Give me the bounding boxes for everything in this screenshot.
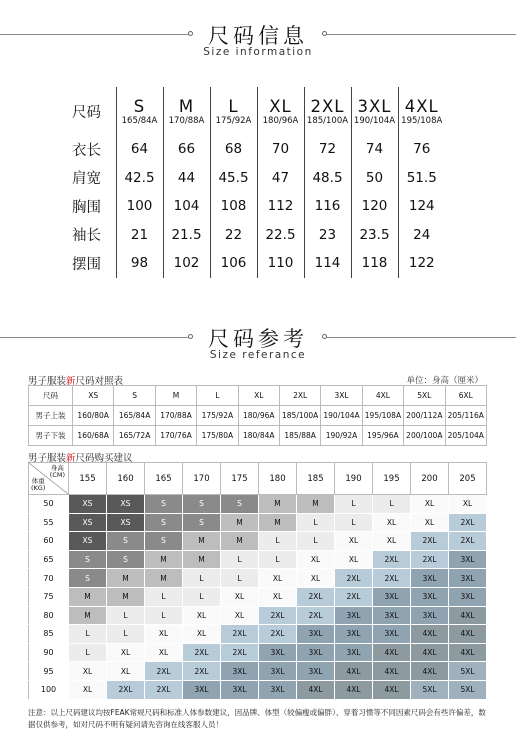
measurement-label: 摆围 <box>66 249 116 278</box>
size-suggestion-cell: 3XL <box>411 606 449 625</box>
size-name: 2XL <box>310 96 345 116</box>
size-suggestion-cell: XS <box>69 495 107 514</box>
size-header-cell <box>163 87 210 135</box>
size-suggestion-cell: 4XL <box>449 643 487 662</box>
measurement-value: 70 <box>257 135 304 164</box>
weight-row <box>29 532 487 551</box>
purchase-title-highlight: 新 <box>66 453 76 464</box>
size-info-title: 尺码信息 <box>208 24 308 48</box>
notes-text: 注意：以上尺码建议均按FEAK常规尺码和标准人体参数建议，因品牌、体型（较偏瘦或偏胖）、穿着习惯等不同因素尺码会有些许偏差，数据仅供参考，如对尺码不明有疑问请先咨询在线客服人员！ <box>28 708 486 729</box>
size-suggestion-cell: M <box>107 569 145 588</box>
size-suggestion-cell: 2XL <box>183 643 221 662</box>
size-suggestion-cell: XL <box>183 606 221 625</box>
size-suggestion-cell: XL <box>335 532 373 551</box>
measurement-value: 44 <box>163 164 210 193</box>
measurement-row <box>66 192 445 221</box>
purchase-corner-cell <box>29 463 69 495</box>
size-suggestion-cell: 4XL <box>449 625 487 644</box>
size-suggestion-cell: 2XL <box>145 662 183 681</box>
size-suggestion-cell: 2XL <box>335 569 373 588</box>
size-suggestion-cell: 2XL <box>449 532 487 551</box>
comparison-cell: 175/92A <box>197 406 238 426</box>
measurement-label: 肩宽 <box>66 164 116 193</box>
size-suggestion-cell: 2XL <box>449 513 487 532</box>
size-suggestion-cell: S <box>69 569 107 588</box>
size-suggestion-cell: 3XL <box>297 643 335 662</box>
size-height: 170/88A <box>168 115 205 126</box>
weight-label-cell: 80 <box>29 606 69 625</box>
measurement-value: 114 <box>304 249 351 278</box>
size-header-row <box>66 87 445 135</box>
weight-label-cell: 70 <box>29 569 69 588</box>
size-suggestion-cell: 2XL <box>145 680 183 699</box>
weight-label-cell: 90 <box>29 643 69 662</box>
measurement-value: 45.5 <box>210 164 257 193</box>
size-suggestion-cell: 2XL <box>297 587 335 606</box>
measurement-value: 23.5 <box>351 221 398 250</box>
weight-label-cell: 85 <box>29 625 69 644</box>
size-suggestion-cell: L <box>259 532 297 551</box>
size-info-subtitle: Size information <box>203 46 313 58</box>
comparison-cell: 200/100A <box>404 426 445 446</box>
size-suggestion-cell: 4XL <box>373 643 411 662</box>
size-height: 175/92A <box>215 115 252 126</box>
comparison-header-cell: 5XL <box>404 386 445 406</box>
height-header-cell: 205 <box>449 463 487 495</box>
size-suggestion-cell: M <box>145 569 183 588</box>
size-suggestion-cell: 5XL <box>449 662 487 681</box>
size-suggestion-cell: XL <box>449 495 487 514</box>
size-suggestion-cell: XS <box>107 495 145 514</box>
size-suggestion-cell: 2XL <box>259 625 297 644</box>
size-suggestion-cell: 5XL <box>411 680 449 699</box>
measurement-label: 衣长 <box>66 135 116 164</box>
comparison-cell: 205/104A <box>445 426 486 446</box>
comparison-cell: 180/84A <box>238 426 279 446</box>
comparison-cell: 160/68A <box>73 426 114 446</box>
size-suggestion-cell: 4XL <box>373 662 411 681</box>
size-suggestion-cell: L <box>183 587 221 606</box>
measurement-label: 袖长 <box>66 221 116 250</box>
size-suggestion-cell: L <box>335 513 373 532</box>
size-suggestion-cell: M <box>183 532 221 551</box>
size-name: 3XL <box>357 96 392 116</box>
weight-row <box>29 587 487 606</box>
measurement-value: 66 <box>163 135 210 164</box>
comparison-cell: 185/88A <box>279 426 320 446</box>
measurement-value: 48.5 <box>304 164 351 193</box>
measurement-value: 74 <box>351 135 398 164</box>
size-suggestion-cell: XL <box>297 569 335 588</box>
size-suggestion-cell: 2XL <box>411 550 449 569</box>
corner-wrap <box>29 463 68 494</box>
size-height: 195/108A <box>401 115 443 126</box>
comparison-header-cell: L <box>197 386 238 406</box>
measurement-row <box>66 164 445 193</box>
size-suggestion-cell: M <box>183 550 221 569</box>
measurement-value: 22.5 <box>257 221 304 250</box>
size-header-cell <box>257 87 304 135</box>
size-suggestion-cell: L <box>297 532 335 551</box>
size-suggestion-cell: 3XL <box>335 625 373 644</box>
purchase-advice-table <box>28 462 487 700</box>
size-suggestion-cell: 3XL <box>449 569 487 588</box>
weight-label-cell: 100 <box>29 680 69 699</box>
size-suggestion-cell: 4XL <box>411 625 449 644</box>
comparison-title-highlight: 新 <box>66 376 76 387</box>
size-suggestion-cell: XL <box>69 662 107 681</box>
height-header-cell: 195 <box>373 463 411 495</box>
measurement-value: 42.5 <box>116 164 163 193</box>
size-suggestion-cell: 3XL <box>373 587 411 606</box>
size-suggestion-cell: XL <box>335 550 373 569</box>
size-suggestion-cell: 2XL <box>411 532 449 551</box>
size-suggestion-cell: L <box>145 587 183 606</box>
size-suggestion-cell: L <box>69 643 107 662</box>
size-suggestion-cell: 2XL <box>259 606 297 625</box>
unit-label: 单位：身高（厘米） <box>406 376 483 386</box>
measurement-row <box>66 249 445 278</box>
comparison-cell: 175/80A <box>197 426 238 446</box>
height-header-cell: 160 <box>107 463 145 495</box>
comparison-cell: 190/104A <box>321 406 362 426</box>
weight-label-cell: 55 <box>29 513 69 532</box>
size-suggestion-cell: 3XL <box>183 680 221 699</box>
comparison-row <box>29 426 487 446</box>
size-suggestion-cell: XS <box>69 532 107 551</box>
size-suggestion-cell: 3XL <box>335 643 373 662</box>
measurement-value: 22 <box>210 221 257 250</box>
size-suggestion-cell: XS <box>107 513 145 532</box>
weight-row <box>29 569 487 588</box>
comparison-cell: 170/88A <box>155 406 196 426</box>
size-suggestion-cell: XL <box>69 680 107 699</box>
comparison-cell: 165/72A <box>114 426 155 446</box>
size-suggestion-cell: XL <box>411 495 449 514</box>
size-suggestion-cell: M <box>107 587 145 606</box>
comparison-header-cell: M <box>155 386 196 406</box>
weight-label-cell: 50 <box>29 495 69 514</box>
comparison-cell: 200/112A <box>404 406 445 426</box>
comparison-cell: 男子下装 <box>29 426 73 446</box>
size-suggestion-cell: 2XL <box>183 662 221 681</box>
comparison-row <box>29 406 487 426</box>
size-suggestion-cell: L <box>107 606 145 625</box>
comparison-header-cell: S <box>114 386 155 406</box>
size-measurement-table <box>66 87 445 278</box>
size-suggestion-cell: L <box>297 513 335 532</box>
weight-row <box>29 495 487 514</box>
size-suggestion-cell: 3XL <box>411 569 449 588</box>
measurement-value: 116 <box>304 192 351 221</box>
size-suggestion-cell: M <box>259 513 297 532</box>
row-label: 尺码 <box>66 87 116 135</box>
size-suggestion-cell: 2XL <box>221 625 259 644</box>
measurement-value: 68 <box>210 135 257 164</box>
measurement-value: 102 <box>163 249 210 278</box>
comparison-cell: 180/96A <box>238 406 279 426</box>
size-suggestion-cell: S <box>145 495 183 514</box>
size-suggestion-cell: L <box>335 495 373 514</box>
purchase-title-prefix: 男子服装 <box>28 453 67 464</box>
size-suggestion-cell: XL <box>145 643 183 662</box>
size-header-cell <box>351 87 398 135</box>
measurement-value: 72 <box>304 135 351 164</box>
weight-row <box>29 662 487 681</box>
comparison-cell: 男子上装 <box>29 406 73 426</box>
size-suggestion-cell: M <box>69 606 107 625</box>
size-suggestion-cell: 4XL <box>449 606 487 625</box>
height-header-cell: 155 <box>69 463 107 495</box>
height-header-cell: 170 <box>183 463 221 495</box>
size-suggestion-cell: L <box>145 606 183 625</box>
comparison-header-cell: 6XL <box>445 386 486 406</box>
size-name: S <box>133 96 146 116</box>
weight-label-cell: 95 <box>29 662 69 681</box>
size-suggestion-cell: S <box>221 495 259 514</box>
size-suggestion-cell: 3XL <box>221 680 259 699</box>
size-suggestion-cell: S <box>107 532 145 551</box>
size-suggestion-cell: 3XL <box>221 662 259 681</box>
size-suggestion-cell: XL <box>145 625 183 644</box>
size-suggestion-cell: L <box>259 550 297 569</box>
size-suggestion-cell: 3XL <box>373 606 411 625</box>
size-suggestion-cell: XL <box>107 662 145 681</box>
purchase-title-suffix: 尺码购买建议 <box>75 453 133 464</box>
size-suggestion-cell: 3XL <box>297 662 335 681</box>
size-suggestion-cell: L <box>69 625 107 644</box>
comparison-cell: 160/80A <box>73 406 114 426</box>
size-suggestion-cell: L <box>107 625 145 644</box>
size-suggestion-cell: L <box>221 550 259 569</box>
comparison-title-suffix: 尺码对照表 <box>75 376 124 387</box>
size-suggestion-cell: 4XL <box>411 643 449 662</box>
size-suggestion-cell: 3XL <box>449 550 487 569</box>
weight-row <box>29 643 487 662</box>
measurement-value: 120 <box>351 192 398 221</box>
comparison-title-prefix: 男子服装 <box>28 376 67 387</box>
size-header-cell <box>304 87 351 135</box>
size-suggestion-cell: 4XL <box>335 662 373 681</box>
comparison-cell: 190/92A <box>321 426 362 446</box>
measurement-value: 108 <box>210 192 257 221</box>
weight-row <box>29 550 487 569</box>
measurement-value: 64 <box>116 135 163 164</box>
measurement-value: 106 <box>210 249 257 278</box>
size-suggestion-cell: 2XL <box>373 550 411 569</box>
size-reference-title: 尺码参考 <box>208 327 308 351</box>
size-suggestion-cell: M <box>259 495 297 514</box>
size-suggestion-cell: 4XL <box>373 680 411 699</box>
comparison-cell: 205/116A <box>445 406 486 426</box>
measurement-row <box>66 221 445 250</box>
measurement-value: 76 <box>413 141 431 158</box>
comparison-header-cell: 3XL <box>321 386 362 406</box>
comparison-header-cell: XL <box>238 386 279 406</box>
size-header-cell <box>116 87 163 135</box>
size-suggestion-cell: L <box>373 495 411 514</box>
size-suggestion-cell: 5XL <box>449 680 487 699</box>
size-suggestion-cell: XL <box>259 569 297 588</box>
weight-row <box>29 680 487 699</box>
size-suggestion-cell: XL <box>221 606 259 625</box>
size-suggestion-cell: XL <box>221 587 259 606</box>
measurement-value: 21 <box>116 221 163 250</box>
comparison-header-cell: 尺码 <box>29 386 73 406</box>
size-suggestion-cell: 3XL <box>297 625 335 644</box>
measurement-value: 104 <box>163 192 210 221</box>
size-suggestion-cell: L <box>221 569 259 588</box>
size-reference-subtitle: Size referance <box>209 349 307 361</box>
size-suggestion-cell: XL <box>373 513 411 532</box>
size-height: 190/104A <box>353 115 396 126</box>
size-suggestion-cell: 3XL <box>449 587 487 606</box>
corner-weight-label: 体重 (KG) <box>31 477 46 492</box>
size-suggestion-cell: M <box>221 532 259 551</box>
weight-label-cell: 65 <box>29 550 69 569</box>
measurement-value: 47 <box>257 164 304 193</box>
comparison-header-cell: 2XL <box>279 386 320 406</box>
comparison-cell: 170/76A <box>155 426 196 446</box>
height-header-cell: 175 <box>221 463 259 495</box>
measurement-value: 110 <box>257 249 304 278</box>
size-comparison-table <box>28 385 487 446</box>
weight-label-cell: 60 <box>29 532 69 551</box>
height-header-cell: 185 <box>297 463 335 495</box>
size-suggestion-cell: S <box>69 550 107 569</box>
size-suggestion-cell: XL <box>183 625 221 644</box>
measurement-value: 124 <box>408 198 435 215</box>
size-name: 4XL <box>404 96 439 116</box>
measurement-value: 50 <box>351 164 398 193</box>
size-suggestion-cell: S <box>145 513 183 532</box>
size-suggestion-cell: M <box>297 495 335 514</box>
corner-height-label: 身高 (CM) <box>49 464 65 479</box>
height-header-cell: 200 <box>411 463 449 495</box>
size-header-cell <box>398 87 445 135</box>
comparison-cell: 185/100A <box>279 406 320 426</box>
height-header-cell: 180 <box>259 463 297 495</box>
size-suggestion-cell: 2XL <box>373 569 411 588</box>
size-name: L <box>228 96 239 116</box>
comparison-header-cell: XS <box>73 386 114 406</box>
size-suggestion-cell: M <box>145 550 183 569</box>
measurement-value: 122 <box>408 255 435 272</box>
measurement-value: 24 <box>413 226 431 243</box>
comparison-cell: 195/108A <box>362 406 403 426</box>
purchase-header-row <box>29 463 487 495</box>
size-suggestion-cell: 2XL <box>107 680 145 699</box>
size-suggestion-cell: XS <box>69 513 107 532</box>
weight-row <box>29 513 487 532</box>
size-height: 180/96A <box>262 115 299 126</box>
size-suggestion-cell: 3XL <box>411 587 449 606</box>
measurement-value: 51.5 <box>406 169 437 186</box>
size-suggestion-cell: XL <box>373 532 411 551</box>
size-suggestion-cell: 2XL <box>335 587 373 606</box>
size-suggestion-cell: 2XL <box>221 643 259 662</box>
size-suggestion-cell: XL <box>107 643 145 662</box>
measurement-value: 118 <box>351 249 398 278</box>
comparison-header-row <box>29 386 487 406</box>
size-height: 165/84A <box>121 115 158 126</box>
measurement-value: 112 <box>257 192 304 221</box>
weight-label-cell: 75 <box>29 587 69 606</box>
height-header-cell: 165 <box>145 463 183 495</box>
measurement-value: 23 <box>304 221 351 250</box>
size-height: 185/100A <box>306 115 349 126</box>
comparison-header-cell: 4XL <box>362 386 403 406</box>
height-header-cell: 190 <box>335 463 373 495</box>
comparison-cell: 165/84A <box>114 406 155 426</box>
size-suggestion-cell: M <box>221 513 259 532</box>
size-suggestion-cell: S <box>183 495 221 514</box>
size-name: M <box>178 96 195 116</box>
size-suggestion-cell: XL <box>297 550 335 569</box>
weight-row <box>29 625 487 644</box>
size-suggestion-cell: S <box>145 532 183 551</box>
measurement-value: 100 <box>116 192 163 221</box>
size-suggestion-cell: 4XL <box>411 662 449 681</box>
size-header-cell <box>210 87 257 135</box>
size-suggestion-cell: XL <box>259 587 297 606</box>
size-suggestion-cell: 3XL <box>373 625 411 644</box>
size-suggestion-cell: 4XL <box>335 680 373 699</box>
size-suggestion-cell: 2XL <box>297 606 335 625</box>
weight-row <box>29 606 487 625</box>
size-suggestion-cell: 3XL <box>335 606 373 625</box>
size-suggestion-cell: 3XL <box>259 680 297 699</box>
measurement-value: 98 <box>116 249 163 278</box>
measurement-value: 21.5 <box>163 221 210 250</box>
size-suggestion-cell: M <box>69 587 107 606</box>
measurement-row <box>66 135 445 164</box>
size-suggestion-cell: 3XL <box>259 643 297 662</box>
size-suggestion-cell: L <box>183 569 221 588</box>
size-suggestion-cell: XL <box>411 513 449 532</box>
size-suggestion-cell: S <box>183 513 221 532</box>
size-suggestion-cell: 4XL <box>297 680 335 699</box>
size-name: XL <box>269 96 292 116</box>
comparison-cell: 195/96A <box>362 426 403 446</box>
size-suggestion-cell: 3XL <box>259 662 297 681</box>
measurement-label: 胸围 <box>66 192 116 221</box>
size-suggestion-cell: S <box>107 550 145 569</box>
